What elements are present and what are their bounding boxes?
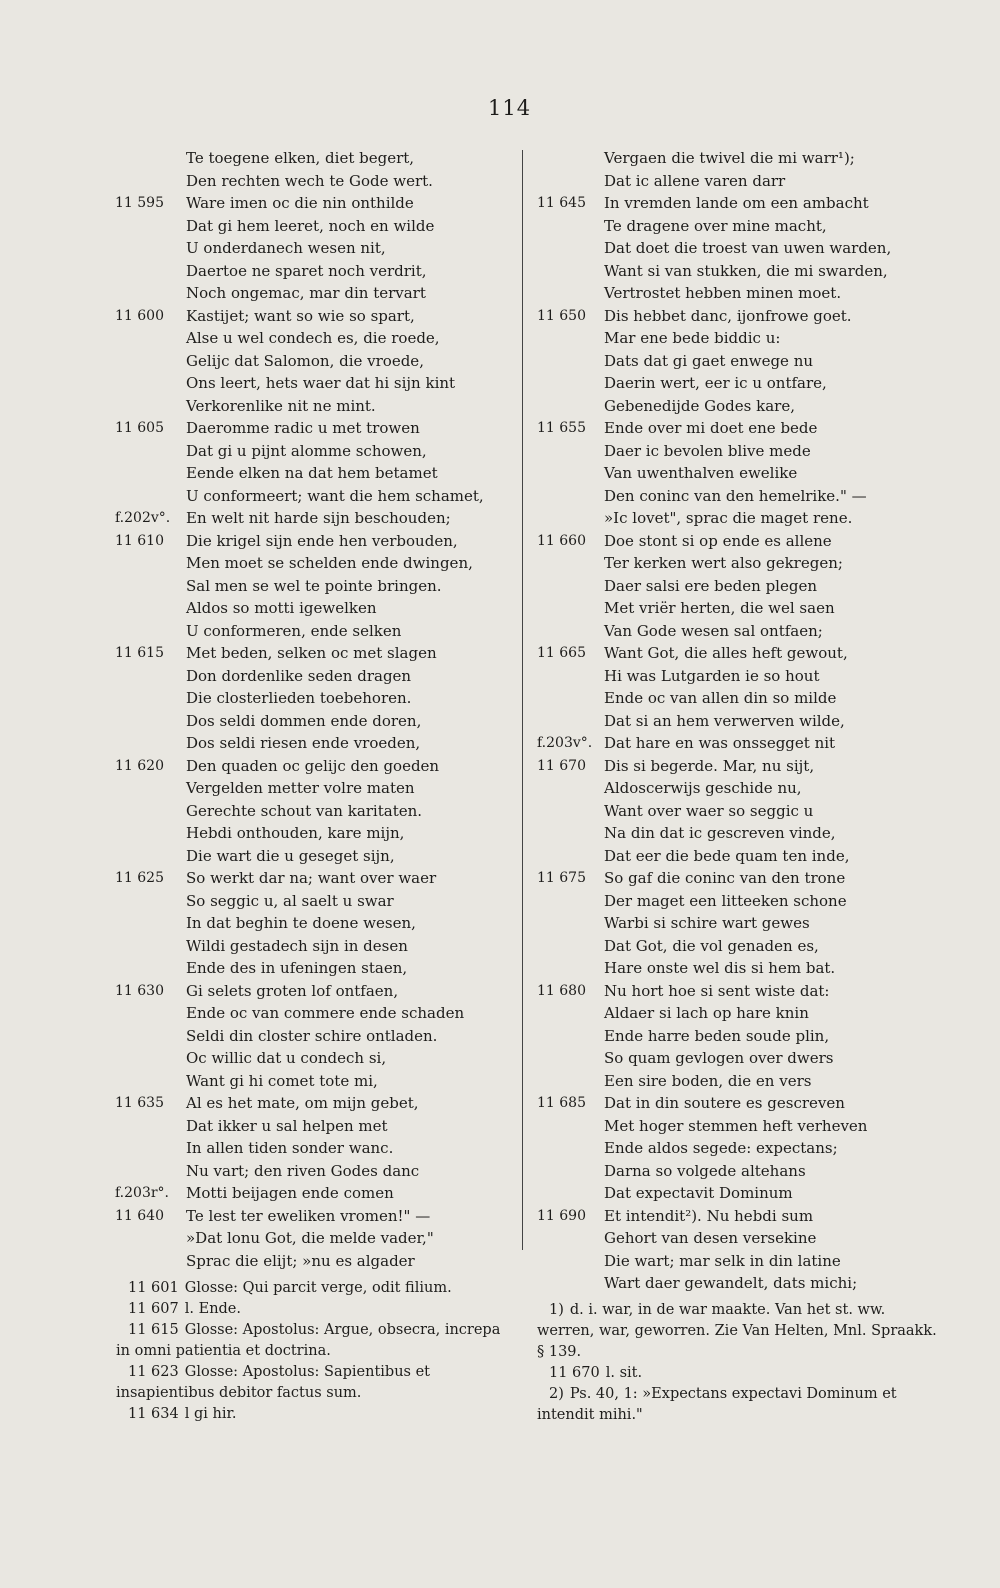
verse-text: Met hoger stemmen heft verheven	[604, 1116, 868, 1135]
footnote-text: Glosse: Apostolus: Sapientibus et insapientibus debitor factus sum.	[116, 1364, 431, 1401]
verse-text: Kastijet; want so wie so spart,	[186, 306, 415, 325]
line-number: 11 645	[537, 195, 586, 211]
verse-text: Daerin wert, eer ic u ontfare,	[604, 374, 827, 392]
line-number: 11 605	[115, 420, 164, 436]
verse-text: Dat hare en was onssegget nit	[604, 734, 836, 752]
verse-line	[115, 1115, 500, 1138]
right-footnotes	[537, 1300, 937, 1426]
footnote-key: 11 615	[128, 1322, 179, 1338]
verse-text: So gaf die coninc van den trone	[604, 869, 846, 887]
verse-line	[115, 710, 500, 733]
verse-text: U conformeren, ende selken	[186, 621, 402, 640]
verse-line	[115, 327, 500, 350]
line-number: f.203v°.	[537, 735, 593, 751]
verse-line	[537, 732, 937, 755]
line-number: f.203r°.	[115, 1185, 169, 1201]
verse-text: Ende aldos segede: expectans;	[604, 1139, 838, 1157]
verse-line	[115, 417, 500, 440]
verse-line	[115, 1137, 500, 1160]
verse-text: Vertrostet hebben minen moet.	[604, 284, 842, 302]
verse-text: Aldaer si lach op hare knin	[604, 1004, 809, 1022]
verse-text: Vergelden metter volre maten	[186, 779, 415, 797]
verse-line	[115, 1002, 500, 1025]
verse-text: Dat gi u pijnt alomme schowen,	[186, 441, 427, 460]
verse-line	[115, 777, 500, 800]
verse-line	[115, 305, 500, 328]
verse-text: Gelijc dat Salomon, die vroede,	[186, 351, 424, 370]
line-number: 11 665	[537, 645, 586, 661]
line-number: 11 635	[115, 1095, 164, 1111]
verse-text: Dats dat gi gaet enwege nu	[604, 351, 814, 370]
verse-text: Met beden, selken oc met slagen	[186, 644, 437, 662]
verse-line	[115, 507, 500, 530]
verse-line	[537, 935, 937, 958]
verse-line	[115, 1025, 500, 1048]
verse-line	[537, 1182, 937, 1205]
line-number: 11 675	[537, 870, 586, 886]
footnote-text: l gi hir.	[184, 1406, 237, 1422]
verse-line	[537, 1272, 937, 1295]
verse-line	[537, 710, 937, 733]
verse-line	[537, 1205, 937, 1228]
verse-line	[537, 1025, 937, 1048]
verse-line	[537, 350, 937, 373]
verse-line	[537, 1160, 937, 1183]
verse-line	[537, 822, 937, 845]
verse-line	[115, 755, 500, 778]
verse-text: Verkorenlike nit ne mint.	[186, 396, 376, 415]
footnote-text: Ps. 40, 1: »Expectans expectavi Dominum et intendit mihi."	[537, 1386, 897, 1423]
verse-text: Te lest ter eweliken vromen!" —	[186, 1206, 431, 1225]
verse-text: »Ic lovet", sprac die maget rene.	[604, 509, 853, 527]
verse-line	[115, 192, 500, 215]
verse-line	[537, 957, 937, 980]
verse-text: Darna so volgede altehans	[604, 1161, 806, 1180]
line-number: 11 615	[115, 645, 164, 661]
verse-line	[537, 215, 937, 238]
line-number: 11 630	[115, 982, 164, 999]
verse-text: Dat in din soutere es gescreven	[604, 1094, 845, 1112]
verse-line	[537, 305, 937, 328]
verse-text: Ende harre beden soude plin,	[604, 1026, 830, 1045]
verse-line	[115, 372, 500, 395]
line-number: 11 650	[537, 307, 586, 324]
verse-line	[115, 215, 500, 238]
line-number: 11 610	[115, 532, 164, 549]
verse-text: So seggic u, al saelt u swar	[186, 891, 394, 910]
verse-line	[537, 687, 937, 710]
verse-text: Ware imen oc die nin onthilde	[186, 194, 414, 212]
verse-line	[115, 530, 500, 553]
verse-text: Na din dat ic gescreven vinde,	[604, 824, 836, 842]
footnote-key: 1)	[549, 1302, 564, 1318]
verse-line	[115, 935, 500, 958]
footnote	[537, 1363, 937, 1384]
verse-text: Al es het mate, om mijn gebet,	[186, 1094, 419, 1112]
verse-text: Dat ic allene varen darr	[604, 171, 786, 190]
verse-text: Oc willic dat u condech si,	[186, 1049, 387, 1067]
verse-text: Die wart die u geseget sijn,	[186, 846, 395, 865]
footnote-text: l. sit.	[605, 1365, 643, 1381]
verse-text: Noch ongemac, mar din tervart	[186, 284, 426, 302]
verse-line	[115, 1205, 500, 1228]
verse-line	[537, 665, 937, 688]
verse-text: Nu vart; den riven Godes danc	[186, 1161, 420, 1180]
verse-text: Ons leert, hets waer dat hi sijn kint	[186, 374, 456, 392]
verse-line	[537, 530, 937, 553]
verse-line	[537, 1092, 937, 1115]
verse-text: Die closterlieden toebehoren.	[186, 689, 412, 707]
verse-text: Met vriër herten, die wel saen	[604, 599, 835, 617]
verse-text: Dos seldi riesen ende vroeden,	[186, 734, 421, 752]
verse-line	[115, 1182, 500, 1205]
verse-line	[537, 912, 937, 935]
verse-line	[537, 552, 937, 575]
verse-text: Die krigel sijn ende hen verbouden,	[186, 531, 458, 550]
verse-text: Van uwenthalven ewelike	[604, 464, 798, 482]
verse-text: Gebenedijde Godes kare,	[604, 396, 795, 415]
verse-text: Der maget een litteeken schone	[604, 891, 847, 910]
footnote-text: d. i. war, in de war maakte. Van het st. ww. werren, war, geworren. Zie Van Helten, Mnl. Spraakk. § 139.	[537, 1302, 937, 1360]
verse-text: In dat beghin te doene wesen,	[186, 914, 416, 932]
verse-text: Sal men se wel te pointe bringen.	[186, 576, 442, 595]
verse-line	[537, 845, 937, 868]
verse-line	[537, 1070, 937, 1093]
verse-text: Gi selets groten lof ontfaen,	[186, 981, 399, 1000]
verse-text: En welt nit harde sijn beschouden;	[186, 509, 451, 527]
verse-text: Dat expectavit Dominum	[604, 1184, 793, 1202]
footnote-text: Glosse: Apostolus: Argue, obsecra, increpa in omni patientia et doctrina.	[116, 1322, 501, 1359]
verse-text: Den coninc van den hemelrike." —	[604, 486, 867, 505]
verse-line	[115, 1250, 500, 1273]
line-number: 11 660	[537, 532, 586, 549]
verse-line	[537, 1047, 937, 1070]
verse-text: Warbi si schire wart gewes	[604, 914, 810, 932]
verse-text: Dis hebbet danc, ijonfrowe goet.	[604, 306, 852, 325]
verse-line	[537, 1002, 937, 1025]
line-number: 11 625	[115, 870, 164, 886]
verse-text: Et intendit²). Nu hebdi sum	[604, 1206, 814, 1225]
verse-line	[115, 732, 500, 755]
footnote-key: 11 623	[128, 1364, 179, 1380]
footnote	[116, 1404, 501, 1425]
verse-text: Want gi hi comet tote mi,	[186, 1071, 378, 1090]
verse-text: Aldoscerwijs geschide nu,	[604, 779, 802, 797]
verse-line	[115, 1092, 500, 1115]
verse-line	[537, 462, 937, 485]
verse-text: So quam gevlogen over dwers	[604, 1049, 834, 1067]
line-number: f.202v°.	[115, 510, 171, 526]
verse-line	[115, 597, 500, 620]
line-number: 11 690	[537, 1207, 586, 1224]
verse-text: So werkt dar na; want over waer	[186, 869, 437, 887]
verse-line	[115, 957, 500, 980]
verse-text: Ende over mi doet ene bede	[604, 419, 818, 437]
verse-text: Ende oc van allen din so milde	[604, 689, 837, 707]
column-divider	[522, 150, 523, 1250]
line-number: 11 600	[115, 307, 164, 324]
verse-line	[115, 485, 500, 508]
verse-text: U conformeert; want die hem schamet,	[186, 486, 484, 505]
footnote-text: l. Ende.	[184, 1301, 242, 1317]
verse-text: Alse u wel condech es, die roede,	[186, 329, 440, 347]
verse-line	[115, 395, 500, 418]
verse-text: Daer salsi ere beden plegen	[604, 576, 817, 595]
footnote	[537, 1384, 937, 1426]
verse-line	[115, 642, 500, 665]
verse-line	[115, 575, 500, 598]
verse-text: »Dat lonu Got, die melde vader,"	[186, 1229, 434, 1247]
verse-text: Want over waer so seggic u	[604, 801, 814, 820]
verse-text: Motti beijagen ende comen	[186, 1184, 394, 1202]
verse-line	[115, 845, 500, 868]
verse-text: Aldos so motti igewelken	[186, 599, 377, 617]
verse-text: Nu hort hoe si sent wiste dat:	[604, 981, 830, 1000]
verse-line	[115, 980, 500, 1003]
footnote	[116, 1299, 501, 1320]
verse-line	[537, 440, 937, 463]
footnote	[116, 1362, 501, 1404]
verse-text: Mar ene bede biddic u:	[604, 329, 781, 347]
verse-line	[115, 665, 500, 688]
verse-text: Dat eer die bede quam ten inde,	[604, 846, 850, 865]
verse-line	[115, 912, 500, 935]
verse-line	[537, 1115, 937, 1138]
verse-line	[115, 687, 500, 710]
footnote-key: 2)	[549, 1386, 564, 1402]
verse-text: Van Gode wesen sal ontfaen;	[604, 621, 823, 640]
verse-line	[537, 597, 937, 620]
verse-text: In vremden lande om een ambacht	[604, 194, 869, 212]
verse-text: Wart daer gewandelt, dats michi;	[604, 1274, 858, 1292]
verse-line	[537, 1137, 937, 1160]
footnote-key: 11 634	[128, 1406, 179, 1422]
verse-line	[115, 1160, 500, 1183]
footnote-key: 11 607	[128, 1301, 179, 1317]
verse-text: Eende elken na dat hem betamet	[186, 464, 438, 482]
verse-text: Seldi din closter schire ontladen.	[186, 1026, 438, 1045]
left-footnotes	[116, 1278, 501, 1425]
verse-text: Vergaen die twivel die mi warr¹);	[604, 149, 855, 167]
verse-line	[115, 147, 500, 170]
verse-line	[537, 417, 937, 440]
verse-text: Te dragene over mine macht,	[604, 216, 827, 235]
verse-text: Hebdi onthouden, kare mijn,	[186, 824, 405, 842]
right-verse-column	[537, 147, 937, 1295]
verse-text: Hi was Lutgarden ie so hout	[604, 666, 820, 685]
verse-line	[537, 1250, 937, 1273]
left-verse-column	[115, 147, 500, 1272]
verse-line	[115, 822, 500, 845]
verse-line	[115, 440, 500, 463]
verse-line	[115, 260, 500, 283]
verse-line	[537, 237, 937, 260]
verse-line	[115, 867, 500, 890]
verse-line	[537, 575, 937, 598]
verse-line	[115, 552, 500, 575]
verse-text: Ende oc van commere ende schaden	[186, 1004, 465, 1022]
line-number: 11 655	[537, 420, 586, 436]
line-number: 11 620	[115, 757, 164, 774]
line-number: 11 595	[115, 195, 164, 211]
verse-text: Gerechte schout van karitaten.	[186, 801, 423, 820]
verse-line	[115, 1047, 500, 1070]
verse-line	[537, 395, 937, 418]
line-number: 11 640	[115, 1207, 164, 1224]
verse-line	[537, 372, 937, 395]
verse-line	[115, 800, 500, 823]
verse-text: Want si van stukken, die mi swarden,	[604, 261, 888, 280]
verse-text: Dat gi hem leeret, noch en wilde	[186, 216, 435, 235]
verse-text: Den rechten wech te Gode wert.	[186, 171, 433, 190]
verse-line	[537, 890, 937, 913]
verse-text: Don dordenlike seden dragen	[186, 666, 412, 685]
verse-text: Dat ikker u sal helpen met	[186, 1116, 388, 1135]
verse-line	[537, 755, 937, 778]
verse-line	[115, 170, 500, 193]
verse-line	[537, 507, 937, 530]
verse-line	[537, 867, 937, 890]
verse-line	[537, 192, 937, 215]
page-number: 114	[488, 96, 532, 120]
verse-text: In allen tiden sonder wanc.	[186, 1139, 394, 1157]
verse-line	[537, 170, 937, 193]
line-number: 11 670	[537, 757, 586, 774]
verse-line	[115, 237, 500, 260]
verse-line	[115, 350, 500, 373]
verse-text: Wildi gestadech sijn in desen	[186, 936, 408, 955]
verse-line	[537, 980, 937, 1003]
verse-text: Daer ic bevolen blive mede	[604, 441, 811, 460]
verse-text: Ter kerken wert also gekregen;	[604, 554, 843, 572]
verse-text: Sprac die elijt; »nu es algader	[186, 1251, 415, 1270]
verse-line	[537, 800, 937, 823]
verse-line	[115, 282, 500, 305]
verse-line	[537, 327, 937, 350]
verse-line	[115, 890, 500, 913]
verse-text: Daeromme radic u met trowen	[186, 419, 420, 437]
footnote	[116, 1278, 501, 1299]
verse-line	[115, 1070, 500, 1093]
line-number: 11 685	[537, 1095, 586, 1111]
verse-text: Dat doet die troest van uwen warden,	[604, 239, 892, 257]
verse-line	[537, 147, 937, 170]
verse-text: Want Got, die alles heft gewout,	[604, 644, 848, 662]
verse-line	[537, 1227, 937, 1250]
verse-text: Doe stont si op ende es allene	[604, 531, 832, 550]
verse-line	[537, 642, 937, 665]
verse-text: Die wart; mar selk in din latine	[604, 1251, 841, 1270]
verse-text: Dat si an hem verwerven wilde,	[604, 711, 845, 730]
footnote-key: 11 601	[128, 1280, 179, 1296]
footnote	[116, 1320, 501, 1362]
verse-line	[115, 1227, 500, 1250]
verse-text: Hare onste wel dis si hem bat.	[604, 959, 836, 977]
verse-text: Dat Got, die vol genaden es,	[604, 936, 819, 955]
footnote-key: 11 670	[549, 1365, 600, 1381]
verse-text: Den quaden oc gelijc den goeden	[186, 756, 440, 775]
verse-text: Daertoe ne sparet noch verdrit,	[186, 261, 427, 280]
line-number: 11 680	[537, 982, 586, 999]
verse-text: Ende des in ufeningen staen,	[186, 959, 408, 977]
verse-text: Dos seldi dommen ende doren,	[186, 711, 422, 730]
verse-line	[537, 620, 937, 643]
verse-text: U onderdanech wesen nit,	[186, 239, 386, 257]
verse-text: Een sire boden, die en vers	[604, 1071, 812, 1090]
verse-line	[537, 260, 937, 283]
verse-text: Men moet se schelden ende dwingen,	[186, 554, 473, 572]
verse-line	[537, 777, 937, 800]
footnote-text: Glosse: Qui parcit verge, odit filium.	[184, 1280, 452, 1296]
verse-line	[537, 282, 937, 305]
verse-text: Gehort van desen versekine	[604, 1229, 817, 1247]
verse-text: Te toegene elken, diet begert,	[186, 149, 415, 167]
verse-line	[115, 620, 500, 643]
footnote	[537, 1300, 937, 1363]
verse-line	[115, 462, 500, 485]
verse-line	[537, 485, 937, 508]
verse-text: Dis si begerde. Mar, nu sijt,	[604, 756, 815, 775]
